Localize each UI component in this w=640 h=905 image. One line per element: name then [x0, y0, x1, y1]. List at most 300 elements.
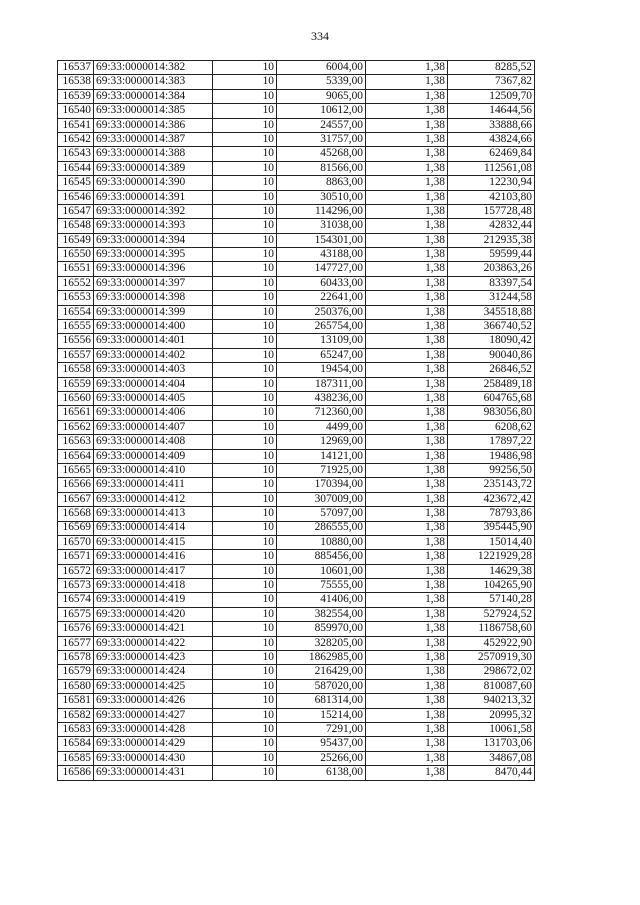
- coefficient-cell: 1,38: [366, 636, 448, 650]
- table-row: [58, 61, 535, 75]
- cadastral-value-cell: 65247,00: [277, 348, 366, 362]
- coefficient-cell: 1,38: [366, 564, 448, 578]
- cadastral-number-cell: 69:33:0000014:420: [94, 607, 213, 621]
- row-number-cell: 16542: [58, 132, 94, 146]
- coefficient-cell: 1,38: [366, 276, 448, 290]
- table-row: [58, 89, 535, 103]
- table-row: [58, 636, 535, 650]
- cadastral-number-cell: 69:33:0000014:409: [94, 449, 213, 463]
- rate-cell: 10: [213, 219, 277, 233]
- row-number-cell: 16568: [58, 507, 94, 521]
- cadastral-number-cell: 69:33:0000014:393: [94, 219, 213, 233]
- cadastral-number-cell: 69:33:0000014:387: [94, 132, 213, 146]
- rate-cell: 10: [213, 118, 277, 132]
- rate-cell: 10: [213, 104, 277, 118]
- rate-cell: 10: [213, 607, 277, 621]
- coefficient-cell: 1,38: [366, 204, 448, 218]
- amount-cell: 8285,52: [448, 61, 535, 75]
- table-row: [58, 219, 535, 233]
- coefficient-cell: 1,38: [366, 248, 448, 262]
- amount-cell: 34867,08: [448, 751, 535, 765]
- registry-table-body: [58, 61, 535, 781]
- cadastral-value-cell: 6138,00: [277, 766, 366, 780]
- coefficient-cell: 1,38: [366, 363, 448, 377]
- rate-cell: 10: [213, 435, 277, 449]
- table-row: [58, 291, 535, 305]
- rate-cell: 10: [213, 492, 277, 506]
- coefficient-cell: 1,38: [366, 679, 448, 693]
- amount-cell: 345518,88: [448, 305, 535, 319]
- rate-cell: 10: [213, 363, 277, 377]
- row-number-cell: 16566: [58, 478, 94, 492]
- cadastral-number-cell: 69:33:0000014:418: [94, 579, 213, 593]
- cadastral-value-cell: 10880,00: [277, 535, 366, 549]
- rate-cell: 10: [213, 161, 277, 175]
- cadastral-number-cell: 69:33:0000014:416: [94, 550, 213, 564]
- rate-cell: 10: [213, 550, 277, 564]
- row-number-cell: 16559: [58, 377, 94, 391]
- cadastral-value-cell: 71925,00: [277, 463, 366, 477]
- table-row: [58, 104, 535, 118]
- row-number-cell: 16549: [58, 233, 94, 247]
- cadastral-value-cell: 12969,00: [277, 435, 366, 449]
- table-row: [58, 132, 535, 146]
- table-row: [58, 190, 535, 204]
- rate-cell: 10: [213, 391, 277, 405]
- table-row: [58, 651, 535, 665]
- table-row: [58, 507, 535, 521]
- cadastral-value-cell: 147727,00: [277, 262, 366, 276]
- coefficient-cell: 1,38: [366, 89, 448, 103]
- row-number-cell: 16577: [58, 636, 94, 650]
- table-row: [58, 363, 535, 377]
- row-number-cell: 16541: [58, 118, 94, 132]
- coefficient-cell: 1,38: [366, 291, 448, 305]
- cadastral-value-cell: 681314,00: [277, 694, 366, 708]
- amount-cell: 6208,62: [448, 420, 535, 434]
- rate-cell: 10: [213, 737, 277, 751]
- amount-cell: 203863,26: [448, 262, 535, 276]
- row-number-cell: 16539: [58, 89, 94, 103]
- row-number-cell: 16572: [58, 564, 94, 578]
- cadastral-value-cell: 41406,00: [277, 593, 366, 607]
- rate-cell: 10: [213, 535, 277, 549]
- rate-cell: 10: [213, 233, 277, 247]
- amount-cell: 131703,06: [448, 737, 535, 751]
- coefficient-cell: 1,38: [366, 651, 448, 665]
- amount-cell: 17897,22: [448, 435, 535, 449]
- table-row: [58, 622, 535, 636]
- table-row: [58, 708, 535, 722]
- table-row: [58, 248, 535, 262]
- rate-cell: 10: [213, 463, 277, 477]
- amount-cell: 10061,58: [448, 722, 535, 736]
- cadastral-number-cell: 69:33:0000014:401: [94, 334, 213, 348]
- coefficient-cell: 1,38: [366, 766, 448, 780]
- table-row: [58, 305, 535, 319]
- cadastral-value-cell: 14121,00: [277, 449, 366, 463]
- table-row: [58, 579, 535, 593]
- rate-cell: 10: [213, 708, 277, 722]
- cadastral-value-cell: 8863,00: [277, 176, 366, 190]
- rate-cell: 10: [213, 176, 277, 190]
- cadastral-number-cell: 69:33:0000014:383: [94, 75, 213, 89]
- rate-cell: 10: [213, 61, 277, 75]
- coefficient-cell: 1,38: [366, 334, 448, 348]
- cadastral-value-cell: 45268,00: [277, 147, 366, 161]
- rate-cell: 10: [213, 75, 277, 89]
- rate-cell: 10: [213, 651, 277, 665]
- cadastral-value-cell: 15214,00: [277, 708, 366, 722]
- coefficient-cell: 1,38: [366, 478, 448, 492]
- amount-cell: 423672,42: [448, 492, 535, 506]
- coefficient-cell: 1,38: [366, 449, 448, 463]
- coefficient-cell: 1,38: [366, 694, 448, 708]
- row-number-cell: 16583: [58, 722, 94, 736]
- row-number-cell: 16580: [58, 679, 94, 693]
- amount-cell: 366740,52: [448, 320, 535, 334]
- row-number-cell: 16553: [58, 291, 94, 305]
- cadastral-number-cell: 69:33:0000014:429: [94, 737, 213, 751]
- cadastral-value-cell: 885456,00: [277, 550, 366, 564]
- coefficient-cell: 1,38: [366, 262, 448, 276]
- cadastral-number-cell: 69:33:0000014:408: [94, 435, 213, 449]
- cadastral-number-cell: 69:33:0000014:388: [94, 147, 213, 161]
- row-number-cell: 16564: [58, 449, 94, 463]
- cadastral-number-cell: 69:33:0000014:394: [94, 233, 213, 247]
- rate-cell: 10: [213, 579, 277, 593]
- cadastral-number-cell: 69:33:0000014:385: [94, 104, 213, 118]
- amount-cell: 90040,86: [448, 348, 535, 362]
- cadastral-number-cell: 69:33:0000014:414: [94, 521, 213, 535]
- rate-cell: 10: [213, 190, 277, 204]
- table-row: [58, 722, 535, 736]
- table-row: [58, 550, 535, 564]
- amount-cell: 1186758,60: [448, 622, 535, 636]
- row-number-cell: 16547: [58, 204, 94, 218]
- amount-cell: 42832,44: [448, 219, 535, 233]
- row-number-cell: 16575: [58, 607, 94, 621]
- rate-cell: 10: [213, 507, 277, 521]
- table-row: [58, 492, 535, 506]
- registry-table: [57, 60, 535, 781]
- table-row: [58, 593, 535, 607]
- cadastral-value-cell: 9065,00: [277, 89, 366, 103]
- cadastral-value-cell: 22641,00: [277, 291, 366, 305]
- table-row: [58, 435, 535, 449]
- coefficient-cell: 1,38: [366, 391, 448, 405]
- table-row: [58, 276, 535, 290]
- table-row: [58, 233, 535, 247]
- coefficient-cell: 1,38: [366, 219, 448, 233]
- cadastral-value-cell: 6004,00: [277, 61, 366, 75]
- cadastral-number-cell: 69:33:0000014:395: [94, 248, 213, 262]
- row-number-cell: 16546: [58, 190, 94, 204]
- coefficient-cell: 1,38: [366, 535, 448, 549]
- row-number-cell: 16584: [58, 737, 94, 751]
- cadastral-number-cell: 69:33:0000014:399: [94, 305, 213, 319]
- cadastral-number-cell: 69:33:0000014:419: [94, 593, 213, 607]
- cadastral-value-cell: 154301,00: [277, 233, 366, 247]
- coefficient-cell: 1,38: [366, 579, 448, 593]
- rate-cell: 10: [213, 622, 277, 636]
- coefficient-cell: 1,38: [366, 348, 448, 362]
- cadastral-number-cell: 69:33:0000014:412: [94, 492, 213, 506]
- table-row: [58, 161, 535, 175]
- coefficient-cell: 1,38: [366, 320, 448, 334]
- coefficient-cell: 1,38: [366, 305, 448, 319]
- cadastral-number-cell: 69:33:0000014:382: [94, 61, 213, 75]
- rate-cell: 10: [213, 420, 277, 434]
- row-number-cell: 16571: [58, 550, 94, 564]
- rate-cell: 10: [213, 132, 277, 146]
- cadastral-value-cell: 307009,00: [277, 492, 366, 506]
- cadastral-number-cell: 69:33:0000014:410: [94, 463, 213, 477]
- cadastral-number-cell: 69:33:0000014:390: [94, 176, 213, 190]
- amount-cell: 43824,66: [448, 132, 535, 146]
- rate-cell: 10: [213, 406, 277, 420]
- cadastral-number-cell: 69:33:0000014:421: [94, 622, 213, 636]
- cadastral-number-cell: 69:33:0000014:397: [94, 276, 213, 290]
- cadastral-value-cell: 19454,00: [277, 363, 366, 377]
- rate-cell: 10: [213, 766, 277, 780]
- coefficient-cell: 1,38: [366, 751, 448, 765]
- row-number-cell: 16582: [58, 708, 94, 722]
- amount-cell: 62469,84: [448, 147, 535, 161]
- cadastral-value-cell: 170394,00: [277, 478, 366, 492]
- cadastral-value-cell: 1862985,00: [277, 651, 366, 665]
- table-row: [58, 420, 535, 434]
- coefficient-cell: 1,38: [366, 507, 448, 521]
- rate-cell: 10: [213, 751, 277, 765]
- table-row: [58, 766, 535, 780]
- cadastral-value-cell: 81566,00: [277, 161, 366, 175]
- coefficient-cell: 1,38: [366, 737, 448, 751]
- rate-cell: 10: [213, 89, 277, 103]
- amount-cell: 2570919,30: [448, 651, 535, 665]
- amount-cell: 99256,50: [448, 463, 535, 477]
- table-row: [58, 75, 535, 89]
- amount-cell: 33888,66: [448, 118, 535, 132]
- cadastral-number-cell: 69:33:0000014:398: [94, 291, 213, 305]
- amount-cell: 14629,38: [448, 564, 535, 578]
- rate-cell: 10: [213, 262, 277, 276]
- cadastral-value-cell: 10612,00: [277, 104, 366, 118]
- cadastral-number-cell: 69:33:0000014:386: [94, 118, 213, 132]
- cadastral-value-cell: 57097,00: [277, 507, 366, 521]
- amount-cell: 19486,98: [448, 449, 535, 463]
- table-row: [58, 176, 535, 190]
- amount-cell: 78793,86: [448, 507, 535, 521]
- table-row: [58, 406, 535, 420]
- coefficient-cell: 1,38: [366, 132, 448, 146]
- row-number-cell: 16561: [58, 406, 94, 420]
- cadastral-number-cell: 69:33:0000014:392: [94, 204, 213, 218]
- coefficient-cell: 1,38: [366, 607, 448, 621]
- amount-cell: 20995,32: [448, 708, 535, 722]
- row-number-cell: 16573: [58, 579, 94, 593]
- coefficient-cell: 1,38: [366, 492, 448, 506]
- cadastral-value-cell: 13109,00: [277, 334, 366, 348]
- cadastral-value-cell: 114296,00: [277, 204, 366, 218]
- cadastral-value-cell: 438236,00: [277, 391, 366, 405]
- row-number-cell: 16537: [58, 61, 94, 75]
- coefficient-cell: 1,38: [366, 420, 448, 434]
- table-row: [58, 564, 535, 578]
- amount-cell: 42103,80: [448, 190, 535, 204]
- amount-cell: 604765,68: [448, 391, 535, 405]
- rate-cell: 10: [213, 291, 277, 305]
- row-number-cell: 16540: [58, 104, 94, 118]
- row-number-cell: 16545: [58, 176, 94, 190]
- cadastral-number-cell: 69:33:0000014:426: [94, 694, 213, 708]
- cadastral-number-cell: 69:33:0000014:389: [94, 161, 213, 175]
- amount-cell: 18090,42: [448, 334, 535, 348]
- coefficient-cell: 1,38: [366, 147, 448, 161]
- cadastral-value-cell: 587020,00: [277, 679, 366, 693]
- cadastral-number-cell: 69:33:0000014:406: [94, 406, 213, 420]
- cadastral-value-cell: 382554,00: [277, 607, 366, 621]
- table-row: [58, 751, 535, 765]
- amount-cell: 157728,48: [448, 204, 535, 218]
- row-number-cell: 16544: [58, 161, 94, 175]
- amount-cell: 235143,72: [448, 478, 535, 492]
- cadastral-number-cell: 69:33:0000014:424: [94, 665, 213, 679]
- row-number-cell: 16558: [58, 363, 94, 377]
- amount-cell: 8470,44: [448, 766, 535, 780]
- cadastral-number-cell: 69:33:0000014:423: [94, 651, 213, 665]
- cadastral-number-cell: 69:33:0000014:415: [94, 535, 213, 549]
- table-row: [58, 449, 535, 463]
- amount-cell: 112561,08: [448, 161, 535, 175]
- amount-cell: 258489,18: [448, 377, 535, 391]
- cadastral-value-cell: 25266,00: [277, 751, 366, 765]
- amount-cell: 1221929,28: [448, 550, 535, 564]
- cadastral-value-cell: 24557,00: [277, 118, 366, 132]
- cadastral-value-cell: 187311,00: [277, 377, 366, 391]
- cadastral-value-cell: 30510,00: [277, 190, 366, 204]
- amount-cell: 983056,80: [448, 406, 535, 420]
- table-row: [58, 478, 535, 492]
- rate-cell: 10: [213, 305, 277, 319]
- rate-cell: 10: [213, 334, 277, 348]
- cadastral-value-cell: 286555,00: [277, 521, 366, 535]
- rate-cell: 10: [213, 564, 277, 578]
- cadastral-value-cell: 4499,00: [277, 420, 366, 434]
- coefficient-cell: 1,38: [366, 190, 448, 204]
- row-number-cell: 16574: [58, 593, 94, 607]
- page-number: 334: [311, 29, 329, 43]
- cadastral-number-cell: 69:33:0000014:430: [94, 751, 213, 765]
- cadastral-value-cell: 328205,00: [277, 636, 366, 650]
- row-number-cell: 16562: [58, 420, 94, 434]
- coefficient-cell: 1,38: [366, 722, 448, 736]
- coefficient-cell: 1,38: [366, 233, 448, 247]
- cadastral-number-cell: 69:33:0000014:405: [94, 391, 213, 405]
- table-row: [58, 521, 535, 535]
- cadastral-number-cell: 69:33:0000014:403: [94, 363, 213, 377]
- coefficient-cell: 1,38: [366, 708, 448, 722]
- cadastral-value-cell: 859970,00: [277, 622, 366, 636]
- table-row: [58, 737, 535, 751]
- amount-cell: 810087,60: [448, 679, 535, 693]
- amount-cell: 31244,58: [448, 291, 535, 305]
- row-number-cell: 16565: [58, 463, 94, 477]
- row-number-cell: 16552: [58, 276, 94, 290]
- rate-cell: 10: [213, 679, 277, 693]
- amount-cell: 26846,52: [448, 363, 535, 377]
- row-number-cell: 16543: [58, 147, 94, 161]
- table-row: [58, 118, 535, 132]
- cadastral-value-cell: 75555,00: [277, 579, 366, 593]
- coefficient-cell: 1,38: [366, 118, 448, 132]
- table-row: [58, 391, 535, 405]
- rate-cell: 10: [213, 348, 277, 362]
- cadastral-number-cell: 69:33:0000014:411: [94, 478, 213, 492]
- cadastral-number-cell: 69:33:0000014:400: [94, 320, 213, 334]
- row-number-cell: 16569: [58, 521, 94, 535]
- rate-cell: 10: [213, 593, 277, 607]
- rate-cell: 10: [213, 449, 277, 463]
- coefficient-cell: 1,38: [366, 463, 448, 477]
- cadastral-number-cell: 69:33:0000014:413: [94, 507, 213, 521]
- rate-cell: 10: [213, 320, 277, 334]
- row-number-cell: 16576: [58, 622, 94, 636]
- amount-cell: 12230,94: [448, 176, 535, 190]
- row-number-cell: 16581: [58, 694, 94, 708]
- row-number-cell: 16585: [58, 751, 94, 765]
- row-number-cell: 16550: [58, 248, 94, 262]
- row-number-cell: 16560: [58, 391, 94, 405]
- cadastral-number-cell: 69:33:0000014:428: [94, 722, 213, 736]
- coefficient-cell: 1,38: [366, 377, 448, 391]
- row-number-cell: 16551: [58, 262, 94, 276]
- coefficient-cell: 1,38: [366, 622, 448, 636]
- cadastral-value-cell: 7291,00: [277, 722, 366, 736]
- table-row: [58, 334, 535, 348]
- cadastral-value-cell: 5339,00: [277, 75, 366, 89]
- rate-cell: 10: [213, 722, 277, 736]
- cadastral-number-cell: 69:33:0000014:407: [94, 420, 213, 434]
- amount-cell: 7367,82: [448, 75, 535, 89]
- rate-cell: 10: [213, 694, 277, 708]
- amount-cell: 298672,02: [448, 665, 535, 679]
- row-number-cell: 16555: [58, 320, 94, 334]
- table-row: [58, 679, 535, 693]
- cadastral-number-cell: 69:33:0000014:425: [94, 679, 213, 693]
- rate-cell: 10: [213, 478, 277, 492]
- coefficient-cell: 1,38: [366, 665, 448, 679]
- cadastral-value-cell: 265754,00: [277, 320, 366, 334]
- cadastral-value-cell: 712360,00: [277, 406, 366, 420]
- amount-cell: 527924,52: [448, 607, 535, 621]
- row-number-cell: 16586: [58, 766, 94, 780]
- row-number-cell: 16563: [58, 435, 94, 449]
- table-row: [58, 694, 535, 708]
- coefficient-cell: 1,38: [366, 75, 448, 89]
- table-row: [58, 665, 535, 679]
- rate-cell: 10: [213, 276, 277, 290]
- row-number-cell: 16548: [58, 219, 94, 233]
- coefficient-cell: 1,38: [366, 161, 448, 175]
- amount-cell: 15014,40: [448, 535, 535, 549]
- amount-cell: 940213,32: [448, 694, 535, 708]
- table-row: [58, 607, 535, 621]
- coefficient-cell: 1,38: [366, 435, 448, 449]
- cadastral-value-cell: 60433,00: [277, 276, 366, 290]
- row-number-cell: 16570: [58, 535, 94, 549]
- cadastral-value-cell: 31038,00: [277, 219, 366, 233]
